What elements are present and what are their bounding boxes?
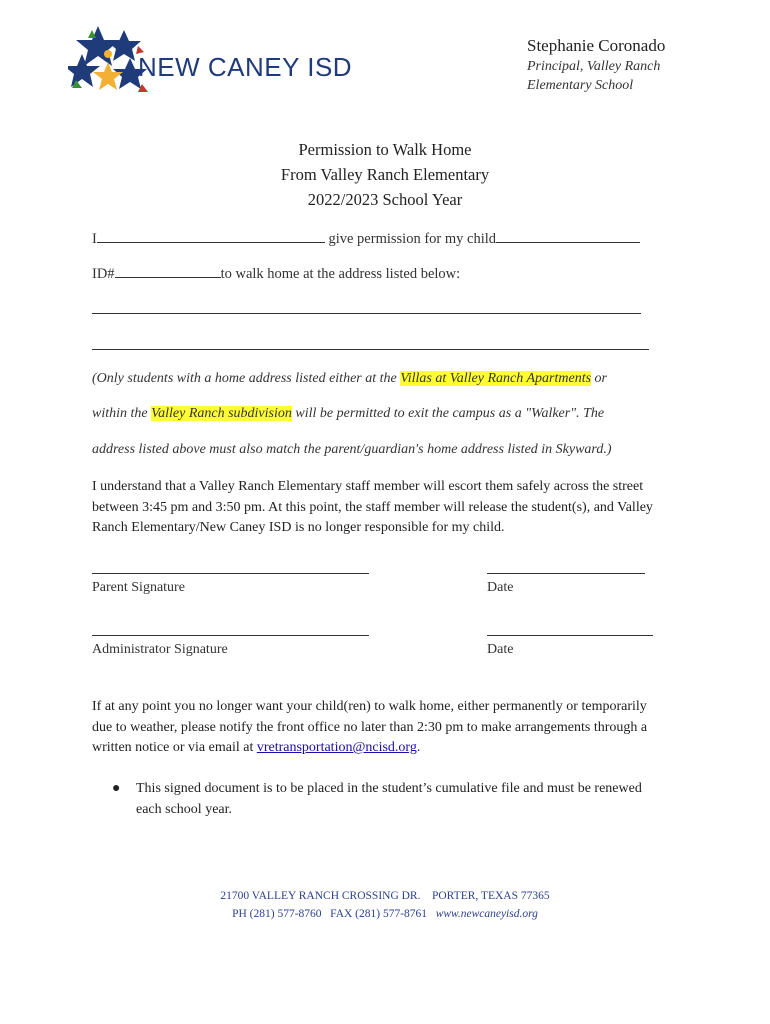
id-prefix: ID# — [92, 266, 115, 282]
admin-date-line[interactable] — [487, 635, 653, 636]
footer-fax: FAX (281) 577-8761 — [330, 908, 428, 920]
note-line2-text: within the — [92, 406, 152, 421]
principal-title-line2: Elementary School — [527, 78, 634, 93]
understand-paragraph: I understand that a Valley Ranch Elementary staff member will escort them safely across the street between 3:45 pm and 3:50 pm. At this point, the staff member will release the student(s), and Valley Ranch Elementary/New Caney ISD is no longer responsible for my child. — [92, 479, 653, 535]
footer-website[interactable]: www.newcaneyisd.org — [435, 908, 538, 920]
footer-phone: PH (281) 577-8760 — [232, 908, 322, 920]
parent-date-line[interactable] — [487, 573, 645, 574]
note-line2-end: will be permitted to exit the campus as a "Walker". The — [291, 406, 605, 421]
i-prefix: I — [92, 231, 97, 247]
note-line3: address listed above must also match the parent/guardian's home address listed in Skyward.) — [92, 442, 612, 457]
bullet-item — [112, 779, 672, 823]
principal-title — [527, 57, 660, 95]
parent-signature-label: Parent Signature — [92, 580, 185, 595]
logo-text: NEW CANEY ISD — [138, 52, 353, 82]
note-line1-end: or — [591, 371, 607, 386]
note-line1 — [92, 371, 692, 387]
note-line2 — [92, 406, 692, 422]
walk-home-text: to walk home at the address listed below: — [220, 266, 461, 282]
student-id-row — [92, 263, 460, 283]
parent-name-blank[interactable] — [97, 228, 325, 243]
give-permission-text: give permission for my child — [324, 231, 496, 247]
highlight-villas: Villas at Valley Ranch Apartments — [400, 371, 592, 386]
footer-address: 21700 VALLEY RANCH CROSSING DR. — [220, 890, 421, 902]
admin-signature-line[interactable] — [92, 635, 369, 636]
transport-email-link[interactable]: vretransportation@ncisd.org — [256, 740, 417, 755]
address-line-1[interactable] — [92, 313, 641, 314]
student-id-blank[interactable] — [115, 263, 221, 278]
parent-signature-line[interactable] — [92, 573, 369, 574]
highlight-subdivision: Valley Ranch subdivision — [151, 406, 292, 421]
footer-line1 — [0, 887, 770, 905]
footer-city: PORTER, TEXAS 77365 — [431, 890, 550, 902]
notify-text: If at any point you no longer want your child(ren) to walk home, either permanently or temporarily due to weather, please notify the front office no later than 2:30 pm to make arrangements through a written notice or via email at — [92, 699, 648, 755]
date-label-2: Date — [487, 642, 514, 657]
title-line1: Permission to Walk Home — [298, 140, 472, 159]
principal-name: Stephanie Coronado — [527, 36, 666, 55]
title-line2: From Valley Ranch Elementary — [280, 165, 490, 184]
bullet-dot-icon: ● — [112, 781, 121, 796]
notify-end: . — [416, 740, 421, 755]
address-line-2[interactable] — [92, 349, 649, 350]
note-line1-text: (Only students with a home address listed either at the — [92, 371, 401, 386]
footer-line2 — [0, 905, 770, 923]
bullet-text: This signed document is to be placed in the student’s cumulative file and must be renewed each school year. — [136, 781, 642, 817]
child-name-blank[interactable] — [496, 228, 640, 243]
admin-signature-label: Administrator Signature — [92, 642, 228, 657]
date-label-1: Date — [487, 580, 514, 595]
footer — [0, 887, 770, 923]
principal-title-line1: Principal, Valley Ranch — [527, 59, 661, 74]
title-line3: 2022/2023 School Year — [307, 190, 463, 209]
notify-paragraph — [92, 697, 652, 759]
parent-name-row — [92, 228, 640, 248]
document-title — [0, 137, 770, 212]
